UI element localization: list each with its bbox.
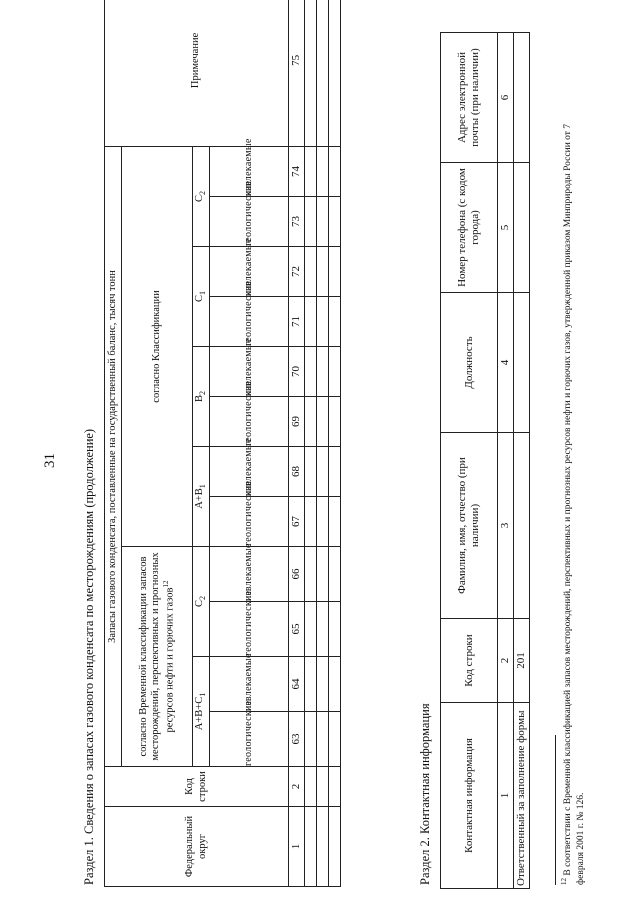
empty-cell <box>514 33 530 163</box>
column-numbers-row <box>289 0 305 887</box>
empty-cell <box>305 297 317 347</box>
header-row-code: Код строки <box>441 619 498 703</box>
category-ab1: $А+В_1$ <box>193 447 210 547</box>
empty-cell <box>329 397 341 447</box>
row-code: 201 <box>514 619 530 703</box>
footnote-text: В соответствии с Временной классификацией запасов месторождений, перспективных и прогнозных ресурсов нефти и горючих газов, утвержденной приказом Минприроды России от 7 февраля 2001 г. № 126. <box>563 123 586 885</box>
header-phone: Номер телефона (с кодом города) <box>441 163 498 293</box>
category-c2-class: $С_2$ <box>193 146 210 246</box>
column-number: 71 <box>289 297 305 347</box>
column-number: 70 <box>289 347 305 397</box>
empty-cell <box>305 712 317 767</box>
column-number: 68 <box>289 447 305 497</box>
empty-cell <box>317 197 329 247</box>
table-row <box>305 0 317 887</box>
empty-cell <box>329 297 341 347</box>
empty-cell <box>305 397 317 447</box>
empty-cell <box>317 297 329 347</box>
reserves-table <box>104 0 341 887</box>
subheader-geological: геологические <box>210 497 289 547</box>
empty-cell <box>317 397 329 447</box>
footnote <box>560 105 587 885</box>
category-c1: $С_1$ <box>193 247 210 347</box>
empty-cell <box>317 247 329 297</box>
empty-cell <box>329 602 341 657</box>
column-number: 64 <box>289 657 305 712</box>
header-note: Примечание <box>105 0 289 146</box>
empty-cell <box>329 347 341 397</box>
column-number: 69 <box>289 397 305 447</box>
empty-cell <box>305 547 317 602</box>
empty-cell <box>305 197 317 247</box>
page-number: 31 <box>42 453 58 468</box>
subheader-geological: геологические <box>210 602 289 657</box>
column-number: 75 <box>289 0 305 146</box>
subheader-recoverable: извлекаемые <box>210 657 289 712</box>
column-numbers-row <box>498 33 514 889</box>
empty-cell <box>305 0 317 146</box>
header-federal-district: Федеральный округ <box>105 807 289 887</box>
subheader-recoverable: извлекаемые <box>210 146 289 196</box>
section2-title: Раздел 2. Контактная информация <box>418 703 432 885</box>
subheader-recoverable: извлекаемые <box>210 447 289 497</box>
subheader-geological: геологические <box>210 397 289 447</box>
empty-cell <box>329 447 341 497</box>
subheader-geological: геологические <box>210 297 289 347</box>
empty-cell <box>317 497 329 547</box>
table-row <box>329 0 341 887</box>
empty-cell <box>305 146 317 196</box>
empty-cell <box>317 602 329 657</box>
table-row <box>514 33 530 889</box>
column-number: 63 <box>289 712 305 767</box>
empty-cell <box>329 547 341 602</box>
column-number: 66 <box>289 547 305 602</box>
empty-cell <box>317 146 329 196</box>
empty-cell <box>305 807 317 887</box>
subheader-recoverable: извлекаемые <box>210 547 289 602</box>
empty-cell <box>317 347 329 397</box>
empty-cell <box>329 146 341 196</box>
empty-cell <box>329 712 341 767</box>
responsible-person-label: Ответственный за заполнение формы <box>514 703 530 889</box>
empty-cell <box>305 447 317 497</box>
empty-cell <box>317 447 329 497</box>
empty-cell <box>317 547 329 602</box>
header-temp-classification: согласно Временной классификации запасов месторождений, перспективных и прогнозных ресурсов нефти и горючих газов$^{12}$ <box>122 547 193 767</box>
empty-cell <box>305 657 317 712</box>
empty-cell <box>305 497 317 547</box>
empty-cell <box>305 247 317 297</box>
empty-cell <box>305 767 317 807</box>
section1-title: Раздел 1. Сведения о запасах газового конденсата по месторождениям (продолжение) <box>82 428 96 885</box>
empty-cell <box>329 807 341 887</box>
empty-cell <box>329 767 341 807</box>
column-number: 73 <box>289 197 305 247</box>
column-number: 2 <box>498 619 514 703</box>
empty-cell <box>514 293 530 433</box>
column-number: 6 <box>498 33 514 163</box>
header-row-code: Код строки <box>105 767 289 807</box>
category-c2: $С_2$ <box>193 547 210 657</box>
empty-cell <box>329 497 341 547</box>
empty-cell <box>317 712 329 767</box>
empty-cell <box>317 657 329 712</box>
empty-cell <box>329 247 341 297</box>
empty-cell <box>317 807 329 887</box>
column-number: 2 <box>289 767 305 807</box>
column-number: 4 <box>498 293 514 433</box>
empty-cell <box>514 163 530 293</box>
empty-cell <box>305 347 317 397</box>
header-contact-info: Контактная информация <box>441 703 498 889</box>
table-row <box>317 0 329 887</box>
header-email: Адрес электронной почты (при наличии) <box>441 33 498 163</box>
subheader-geological: геологические <box>210 712 289 767</box>
category-b2: $В_2$ <box>193 347 210 447</box>
column-number: 65 <box>289 602 305 657</box>
footnote-ref: 12 <box>161 580 170 588</box>
subheader-recoverable: извлекаемые <box>210 347 289 397</box>
empty-cell <box>317 767 329 807</box>
contact-table <box>440 32 530 889</box>
empty-cell <box>514 433 530 619</box>
column-number: 67 <box>289 497 305 547</box>
subheader-geological: геологические <box>210 197 289 247</box>
header-position: Должность <box>441 293 498 433</box>
column-number: 1 <box>498 703 514 889</box>
header-reserves-group: Запасы газового конденсата, поставленные на государственный баланс, тысяч тонн <box>105 146 122 766</box>
column-number: 5 <box>498 163 514 293</box>
empty-cell <box>317 0 329 146</box>
empty-cell <box>305 602 317 657</box>
category-abc1: $А+В+С_1$ <box>193 657 210 767</box>
footnote-marker: 12 <box>560 878 568 885</box>
column-number: 72 <box>289 247 305 297</box>
empty-cell <box>329 0 341 146</box>
empty-cell <box>329 657 341 712</box>
footnote-rule <box>555 735 556 885</box>
subheader-recoverable: извлекаемые <box>210 247 289 297</box>
column-number: 1 <box>289 807 305 887</box>
column-number: 74 <box>289 146 305 196</box>
header-full-name: Фамилия, имя, отчество (при наличии) <box>441 433 498 619</box>
empty-cell <box>329 197 341 247</box>
header-classification: согласно Классификации <box>122 146 193 546</box>
column-number: 3 <box>498 433 514 619</box>
